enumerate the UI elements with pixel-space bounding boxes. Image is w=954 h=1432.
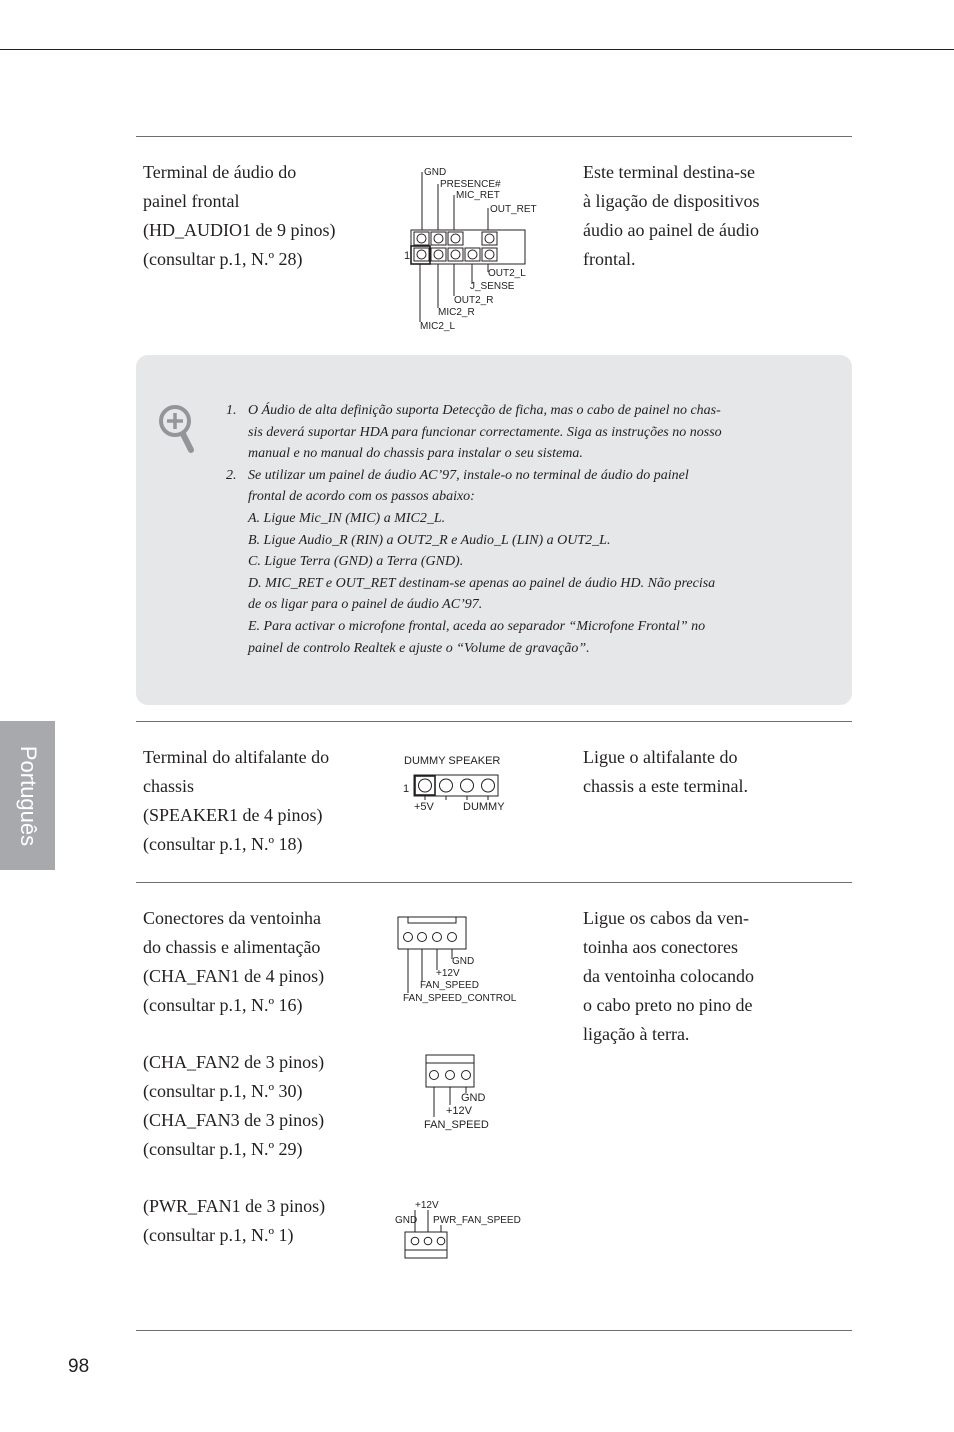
note-item bbox=[226, 465, 722, 659]
speaker-header-diagram bbox=[398, 750, 528, 816]
text-line: da ventoinha colocando bbox=[583, 966, 754, 986]
page-number: 98 bbox=[68, 1356, 90, 1377]
text-line: (consultar p.1, N.º 16) bbox=[143, 995, 303, 1015]
speaker-instructions bbox=[583, 743, 748, 801]
diagram-label: OUT_RET bbox=[490, 204, 537, 215]
language-label: Português bbox=[15, 745, 41, 846]
text-line: Terminal do altifalante do bbox=[143, 747, 330, 767]
magnifier-plus-icon bbox=[157, 403, 197, 455]
note-line: D. MIC_RET e OUT_RET destinam-se apenas ao painel de áudio HD. Não precisa bbox=[248, 575, 716, 591]
diagram-label: DUMMY SPEAKER bbox=[404, 755, 501, 767]
text-line: Este terminal destina-se bbox=[583, 162, 755, 182]
text-line: ligação à terra. bbox=[583, 1024, 690, 1044]
speaker-description bbox=[143, 743, 329, 859]
top-rule bbox=[0, 49, 954, 50]
text-line: Ligue os cabos da ven- bbox=[583, 908, 749, 928]
text-line: (consultar p.1, N.º 28) bbox=[143, 249, 303, 269]
fan-instructions bbox=[583, 904, 754, 1049]
diagram-label: OUT2_L bbox=[488, 268, 526, 279]
text-line: (HD_AUDIO1 de 9 pinos) bbox=[143, 220, 336, 240]
note-line: frontal de acordo com os passos abaixo: bbox=[248, 489, 475, 505]
hd-audio-header-diagram bbox=[398, 162, 548, 337]
text-line: Conectores da ventoinha bbox=[143, 908, 321, 928]
text-line: chassis a este terminal. bbox=[583, 776, 748, 796]
diagram-label: GND bbox=[424, 167, 447, 178]
pin1-label: 1 bbox=[403, 783, 410, 795]
diagram-label: OUT2_R bbox=[454, 295, 494, 306]
section-divider bbox=[136, 1330, 852, 1331]
language-side-tab bbox=[0, 721, 55, 870]
note-line: sis deverá suportar HDA para funcionar correctamente. Siga as instruções no nosso bbox=[248, 424, 722, 440]
note-line: Se utilizar um painel de áudio AC’97, instale-o no terminal de áudio do painel bbox=[248, 467, 689, 483]
text-line: (consultar p.1, N.º 29) bbox=[143, 1139, 303, 1159]
text-line: o cabo preto no pino de bbox=[583, 995, 753, 1015]
hd-audio-description bbox=[143, 158, 335, 274]
text-line: (SPEAKER1 de 4 pinos) bbox=[143, 805, 323, 825]
diagram-label: MIC2_R bbox=[438, 307, 475, 318]
text-line: (consultar p.1, N.º 30) bbox=[143, 1081, 303, 1101]
text-line: Terminal de áudio do bbox=[143, 162, 297, 182]
diagram-label: +12V bbox=[446, 1105, 472, 1117]
note-line: de os ligar para o painel de áudio AC’97. bbox=[248, 597, 483, 613]
diagram-label: PRESENCE# bbox=[440, 179, 501, 190]
diagram-label: J_SENSE bbox=[470, 281, 515, 292]
text-line: Ligue o altifalante do bbox=[583, 747, 738, 767]
section-divider bbox=[136, 721, 852, 722]
section-divider bbox=[136, 136, 852, 137]
text-line: (CHA_FAN2 de 3 pinos) bbox=[143, 1052, 325, 1072]
text-line: painel frontal bbox=[143, 191, 240, 211]
cha-fan2-3-description bbox=[143, 1048, 324, 1164]
diagram-label: MIC_RET bbox=[456, 190, 500, 201]
pwr-fan1-diagram bbox=[393, 1196, 533, 1262]
cha-fan1-diagram bbox=[396, 915, 526, 1007]
note-number: 2. bbox=[226, 467, 237, 483]
pin1-label: 1 bbox=[404, 250, 411, 262]
diagram-label: +12V bbox=[415, 1200, 439, 1211]
diagram-label: GND bbox=[395, 1215, 418, 1226]
diagram-label: FAN_SPEED_CONTROL bbox=[403, 993, 517, 1004]
hd-audio-instructions bbox=[583, 158, 759, 274]
diagram-label: +5V bbox=[414, 801, 434, 813]
diagram-label: GND bbox=[461, 1092, 486, 1104]
note-line: E. Para activar o microfone frontal, aceda ao separador “Microfone Frontal” no bbox=[248, 618, 706, 634]
text-line: (CHA_FAN3 de 3 pinos) bbox=[143, 1110, 325, 1130]
text-line: toinha aos conectores bbox=[583, 937, 738, 957]
diagram-label: +12V bbox=[436, 968, 460, 979]
text-line: do chassis e alimentação bbox=[143, 937, 321, 957]
text-line: chassis bbox=[143, 776, 194, 796]
note-item bbox=[226, 400, 722, 465]
diagram-label: DUMMY bbox=[463, 801, 505, 813]
text-line: (consultar p.1, N.º 1) bbox=[143, 1225, 294, 1245]
note-line: painel de controlo Realtek e ajuste o “Volume de gravação”. bbox=[248, 640, 590, 656]
diagram-label: GND bbox=[452, 956, 475, 967]
text-line: frontal. bbox=[583, 249, 636, 269]
diagram-label: FAN_SPEED bbox=[420, 980, 479, 991]
note-line: B. Ligue Audio_R (RIN) a OUT2_R e Audio_L (LIN) a OUT2_L. bbox=[248, 532, 611, 548]
fan-description bbox=[143, 904, 324, 1020]
note-line: C. Ligue Terra (GND) a Terra (GND). bbox=[248, 554, 464, 570]
text-line: (CHA_FAN1 de 4 pinos) bbox=[143, 966, 325, 986]
note-line: A. Ligue Mic_IN (MIC) a MIC2_L. bbox=[248, 510, 446, 526]
text-line: áudio ao painel de áudio bbox=[583, 220, 759, 240]
note-number: 1. bbox=[226, 403, 237, 418]
text-line: à ligação de dispositivos bbox=[583, 191, 760, 211]
note-line: manual e no manual do chassis para instalar o seu sistema. bbox=[248, 446, 583, 462]
diagram-label: FAN_SPEED bbox=[424, 1119, 489, 1131]
cha-fan2-3-diagram bbox=[420, 1053, 520, 1135]
text-line: (consultar p.1, N.º 18) bbox=[143, 834, 303, 854]
text-line: (PWR_FAN1 de 3 pinos) bbox=[143, 1196, 326, 1216]
section-divider bbox=[136, 882, 852, 883]
diagram-label: PWR_FAN_SPEED bbox=[433, 1215, 521, 1226]
diagram-label: MIC2_L bbox=[420, 321, 456, 332]
note-list bbox=[226, 400, 722, 659]
pwr-fan-description bbox=[143, 1192, 325, 1250]
note-line: O Áudio de alta definição suporta Detecção de ficha, mas o cabo de painel no chas- bbox=[248, 403, 721, 418]
